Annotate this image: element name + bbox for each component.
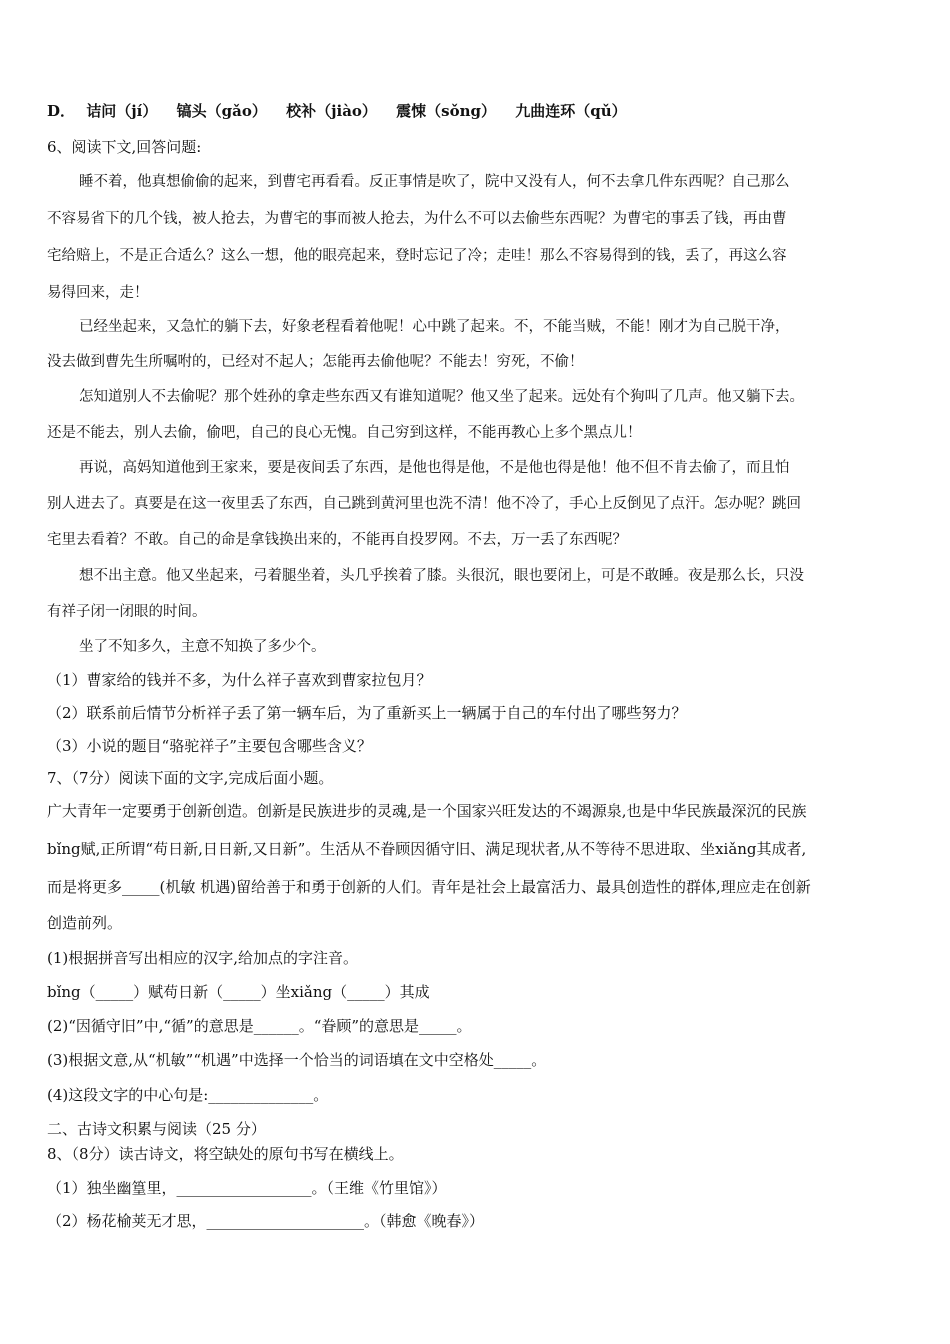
q7-question-4: (4)这段文字的中心句是:______________。	[47, 1086, 329, 1104]
q6-passage-line-3: 宅给赔上，不是正合适么？这么一想，他的眼亮起来，登时忘记了冷；走哇！那么不容易得到的钱，丢了，再这么容	[47, 248, 787, 264]
q6-heading: 6、阅读下文,回答问题:	[47, 138, 202, 156]
q6-passage-line-5: 已经坐起来，又急忙的躺下去，好象老程看着他呢！心中跳了起来。不，不能当贼，不能！刚才为自己脱干净，	[79, 319, 790, 335]
section-2-heading: 二、古诗文积累与阅读（25 分）	[47, 1120, 266, 1138]
q6-passage-line-12: 想不出主意。他又坐起来，弓着腿坐着，头几乎挨着了膝。头很沉，眼也要闭上，可是不敢睡。夜是那么长，只没	[79, 568, 804, 584]
q6-passage-line-10: 别人进去了。真要是在这一夜里丢了东西，自己跳到黄河里也洗不清！他不冷了，手心上反倒见了点汗。怎办呢？跳回	[47, 496, 801, 512]
q6-passage-line-6: 没去做到曹先生所嘱咐的，已经对不起人；怎能再去偷他呢？不能去！穷死，不偷！	[47, 354, 584, 370]
q6-passage-line-1: 睡不着，他真想偷偷的起来，到曹宅再看看。反正事情是吹了，院中又没有人，何不去拿几件东西呢？自己那么	[79, 174, 790, 190]
q6-passage-line-8: 还是不能去，别人去偷，偷吧，自己的良心无愧。自己穷到这样，不能再教心上多个黑点儿！	[47, 425, 642, 441]
q8-item-2: （2）杨花榆荚无才思，_____________________。（韩愈《晚春》）	[47, 1212, 485, 1230]
q7-passage-line-4: 创造前列。	[47, 914, 123, 932]
option-d-item-5: 九曲连环（qǔ）	[515, 102, 627, 120]
q6-question-1: （1）曹家给的钱并不多，为什么祥子喜欢到曹家拉包月？	[47, 671, 432, 689]
q7-heading: 7、（7分）阅读下面的文字,完成后面小题。	[47, 769, 334, 787]
q7-question-3: (3)根据文意,从“机敏”“机遇”中选择一个恰当的词语填在文中空格处_____。	[47, 1051, 547, 1069]
q6-passage-line-13: 有祥子闭一闭眼的时间。	[47, 604, 207, 620]
q6-passage-line-2: 不容易省下的几个钱，被人抢去，为曹宅的事而被人抢去，为什么不可以去偷些东西呢？为曹宅的事丢了钱，再由曹	[47, 211, 787, 227]
option-d-item-2: 镐头（gǎo）	[176, 102, 267, 120]
q7-question-2: (2)“因循守旧”中,“循”的意思是______。“眷顾”的意思是_____。	[47, 1017, 472, 1035]
q7-passage-line-1: 广大青年一定要勇于创新创造。创新是民族进步的灵魂,是一个国家兴旺发达的不竭源泉,也是中华民族最深沉的民族	[47, 802, 807, 820]
q6-passage-line-7: 怎知道别人不去偷呢？那个姓孙的拿走些东西又有谁知道呢？他又坐了起来。远处有个狗叫了几声。他又躺下去。	[79, 389, 804, 405]
option-d-item-3: 校补（jiào）	[286, 102, 377, 120]
q8-heading: 8、（8分）读古诗文，将空缺处的原句书写在横线上。	[47, 1145, 404, 1163]
q7-passage-line-2: bǐng赋,正所谓“苟日新,日日新,又日新”。生活从不眷顾因循守旧、满足现状者,从不等待不思进取、坐xiǎng其成者,	[47, 840, 807, 858]
option-d-item-1: 诘问（jí）	[86, 102, 158, 120]
q7-question-1-blanks: bǐng（_____）赋苟日新（_____）坐xiǎng（_____）其成	[47, 983, 430, 1001]
q6-passage-line-14: 坐了不知多久，主意不知换了多少个。	[79, 639, 326, 655]
q7-question-1: (1)根据拼音写出相应的汉字,给加点的字注音。	[47, 949, 359, 967]
q6-passage-line-11: 宅里去看着？不敢。自己的命是拿钱换出来的，不能再自投罗网。不去，万一丢了东西呢？	[47, 532, 627, 548]
option-d-line	[47, 101, 641, 121]
q8-item-1: （1）独坐幽篁里，__________________。（王维《竹里馆》）	[47, 1179, 447, 1197]
q6-question-3: （3）小说的题目“骆驼祥子”主要包含哪些含义？	[47, 737, 372, 755]
q6-passage-line-9: 再说，高妈知道他到王家来，要是夜间丢了东西，是他也得是他，不是他也得是他！他不但不肯去偷了，而且怕	[79, 460, 790, 476]
option-d-item-4: 震悚（sǒng）	[396, 102, 497, 120]
option-d-label: D．	[47, 102, 76, 120]
q6-question-2: （2）联系前后情节分析祥子丢了第一辆车后，为了重新买上一辆属于自己的车付出了哪些努力？	[47, 704, 687, 722]
q7-passage-line-3: 而是将更多_____(机敏 机遇)留给善于和勇于创新的人们。青年是社会上最富活力、最具创造性的群体,理应走在创新	[47, 878, 811, 896]
q6-passage-line-4: 易得回来，走！	[47, 285, 149, 301]
